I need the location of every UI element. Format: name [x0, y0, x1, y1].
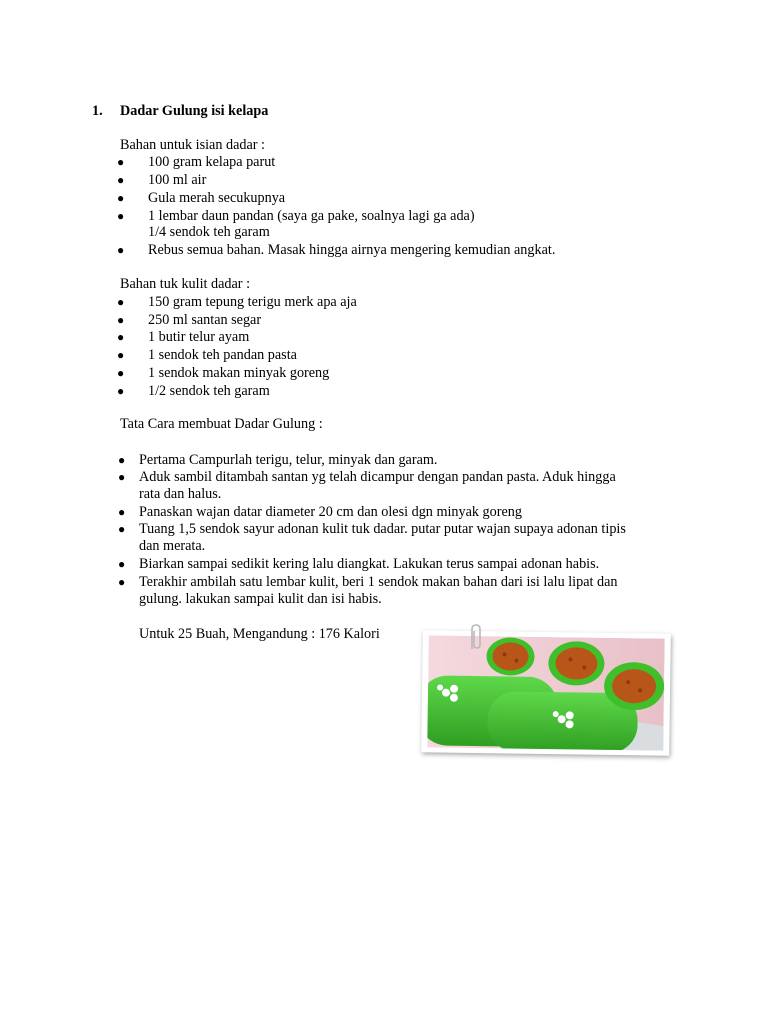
- filling-item: Rebus semua bahan. Masak hingga airnya mengering kemudian angkat.: [148, 242, 556, 258]
- bullet-icon: ●: [117, 173, 125, 187]
- skin-item: 150 gram tepung terigu merk apa aja: [148, 294, 357, 310]
- skin-heading: Bahan tuk kulit dadar :: [120, 276, 251, 292]
- bullet-icon: ●: [117, 155, 125, 169]
- method-step: Pertama Campurlah terigu, telur, minyak dan garam.: [139, 452, 438, 468]
- method-step: Tuang 1,5 sendok sayur adonan kulit tuk dadar. putar putar wajan supaya adonan tipis: [139, 521, 626, 537]
- method-step: Terakhir ambilah satu lembar kulit, beri 1 sendok makan bahan dari isi lalu lipat dan: [139, 574, 618, 590]
- bullet-icon: ●: [117, 384, 125, 398]
- bullet-icon: ●: [118, 575, 126, 589]
- method-step-continuation: gulung. lakukan sampai kulit dan isi habis.: [139, 591, 382, 607]
- bullet-icon: ●: [117, 209, 125, 223]
- serving-note: Untuk 25 Buah, Mengandung : 176 Kalori: [139, 626, 380, 642]
- filling-heading: Bahan untuk isian dadar :: [120, 137, 265, 153]
- skin-item: 250 ml santan segar: [148, 312, 262, 328]
- food-image: [427, 635, 665, 750]
- method-step: Biarkan sampai sedikit kering lalu diangkat. Lakukan terus sampai adonan habis.: [139, 556, 600, 572]
- section-number: 1.: [92, 103, 103, 119]
- bullet-icon: ●: [118, 453, 126, 467]
- method-heading: Tata Cara membuat Dadar Gulung :: [120, 416, 323, 432]
- method-step-continuation: rata dan halus.: [139, 486, 222, 502]
- bullet-icon: ●: [118, 522, 126, 536]
- recipe-title: Dadar Gulung isi kelapa: [120, 103, 269, 119]
- filling-item-continuation: 1/4 sendok teh garam: [148, 224, 270, 240]
- bullet-icon: ●: [117, 348, 125, 362]
- paperclip-icon: [466, 623, 486, 651]
- bullet-icon: ●: [118, 505, 126, 519]
- method-step: Aduk sambil ditambah santan yg telah dicampur dengan pandan pasta. Aduk hingga: [139, 469, 616, 485]
- filling-item: 100 ml air: [148, 172, 207, 188]
- bullet-icon: ●: [117, 366, 125, 380]
- filling-item: 100 gram kelapa parut: [148, 154, 276, 170]
- dadar-gulung-photo: [421, 630, 671, 755]
- method-step: Panaskan wajan datar diameter 20 cm dan olesi dgn minyak goreng: [139, 504, 522, 520]
- filling-item: 1 lembar daun pandan (saya ga pake, soalnya lagi ga ada): [148, 208, 475, 224]
- bullet-icon: ●: [117, 313, 125, 327]
- bullet-icon: ●: [117, 243, 125, 257]
- skin-item: 1 sendok makan minyak goreng: [148, 365, 330, 381]
- bullet-icon: ●: [118, 470, 126, 484]
- skin-item: 1/2 sendok teh garam: [148, 383, 270, 399]
- method-step-continuation: dan merata.: [139, 538, 206, 554]
- bullet-icon: ●: [117, 330, 125, 344]
- skin-item: 1 butir telur ayam: [148, 329, 250, 345]
- filling-item: Gula merah secukupnya: [148, 190, 286, 206]
- bullet-icon: ●: [117, 295, 125, 309]
- bullet-icon: ●: [118, 557, 126, 571]
- bullet-icon: ●: [117, 191, 125, 205]
- skin-item: 1 sendok teh pandan pasta: [148, 347, 297, 363]
